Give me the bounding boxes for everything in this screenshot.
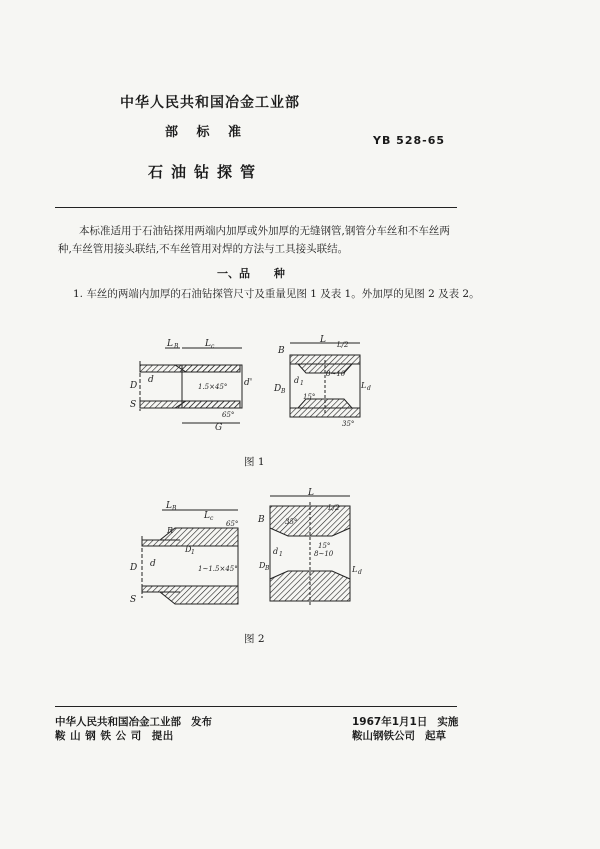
svg-text:d: d <box>367 385 371 392</box>
svg-text:d': d' <box>244 378 253 388</box>
svg-text:d: d <box>148 375 154 385</box>
issuer-name: 中华人民共和国冶金工业部 <box>55 716 181 728</box>
svg-text:L: L <box>167 339 173 349</box>
svg-text:B: B <box>172 505 177 512</box>
svg-text:B: B <box>258 515 265 525</box>
svg-text:L: L <box>205 339 211 349</box>
svg-text:D: D <box>274 384 282 394</box>
footer-proposer <box>55 728 174 743</box>
document-title: 石油钻探管 <box>148 163 264 181</box>
svg-text:1: 1 <box>300 380 304 387</box>
svg-text:L/2: L/2 <box>328 504 340 512</box>
figure-2-drawing <box>120 488 490 613</box>
figure-1-caption: 图 1 <box>244 456 265 468</box>
svg-text:L: L <box>166 501 172 511</box>
svg-text:8~10: 8~10 <box>314 550 334 558</box>
svg-text:D: D <box>130 381 138 391</box>
propose-word: 提出 <box>151 730 174 742</box>
figure-2-caption: 图 2 <box>244 633 265 645</box>
svg-text:1: 1 <box>191 549 195 556</box>
svg-text:d: d <box>273 547 279 556</box>
svg-text:B: B <box>281 388 286 395</box>
footer-drafter <box>352 728 446 743</box>
svg-text:c: c <box>210 515 214 522</box>
svg-text:1: 1 <box>279 551 283 558</box>
intro-paragraph: 本标准适用于石油钻探用两端内加厚或外加厚的无缝钢管,钢管分车丝和不车丝两种,车丝管用接头联结,不车丝管用对焊的方法与工具接头联结。 <box>58 225 450 255</box>
svg-text:S: S <box>130 400 137 410</box>
svg-text:65°: 65° <box>226 520 239 528</box>
svg-text:1.5×45°: 1.5×45° <box>198 383 228 391</box>
svg-text:L/2: L/2 <box>337 341 349 349</box>
svg-text:G: G <box>215 423 223 433</box>
svg-text:65°: 65° <box>222 411 235 419</box>
svg-text:d: d <box>294 376 300 385</box>
figure-1-drawing <box>120 335 490 435</box>
footer-implementation <box>352 714 458 729</box>
svg-text:R: R <box>167 526 174 535</box>
svg-text:B: B <box>174 343 179 350</box>
issue-word: 发布 <box>191 716 212 728</box>
svg-text:L: L <box>308 488 314 498</box>
svg-text:c: c <box>211 343 215 350</box>
draft-word: 起草 <box>425 730 446 742</box>
clause-1: 1. 车丝的两端内加厚的石油钻探管尺寸及重量见图 1 及表 1。外加厚的见图 2 及表 2。 <box>73 288 480 300</box>
svg-text:8~10: 8~10 <box>326 370 346 378</box>
svg-text:15°: 15° <box>303 393 316 401</box>
svg-text:L: L <box>352 565 358 574</box>
standard-type: 部 标 准 <box>165 125 242 140</box>
svg-text:L: L <box>204 511 210 521</box>
svg-text:S: S <box>130 595 137 605</box>
svg-text:B: B <box>265 565 270 572</box>
svg-text:35°: 35° <box>342 420 355 428</box>
svg-text:L: L <box>320 335 326 345</box>
svg-text:D: D <box>259 561 266 570</box>
ministry-name: 中华人民共和国冶金工业部 <box>120 95 300 111</box>
svg-text:35°: 35° <box>285 518 298 526</box>
header-rule <box>55 207 457 208</box>
implementation-date: 1967年1月1日 <box>352 716 428 728</box>
standard-code: YB 528-65 <box>373 134 446 147</box>
svg-text:15°: 15° <box>318 542 331 550</box>
svg-text:B: B <box>278 346 285 356</box>
svg-text:D: D <box>185 545 192 554</box>
proposer-name: 鞍 山 钢 铁 公 司 <box>55 730 142 742</box>
svg-text:d: d <box>358 569 362 576</box>
implement-word: 实施 <box>437 716 459 728</box>
footer-issuer <box>55 714 212 729</box>
drafter-name: 鞍山钢铁公司 <box>352 730 415 742</box>
svg-text:D: D <box>130 563 138 573</box>
section-heading: 一、品 种 <box>217 267 285 280</box>
svg-text:L: L <box>361 381 367 390</box>
svg-text:1~1.5×45°: 1~1.5×45° <box>198 565 238 573</box>
footer-rule <box>55 706 457 707</box>
svg-text:d: d <box>150 559 156 569</box>
